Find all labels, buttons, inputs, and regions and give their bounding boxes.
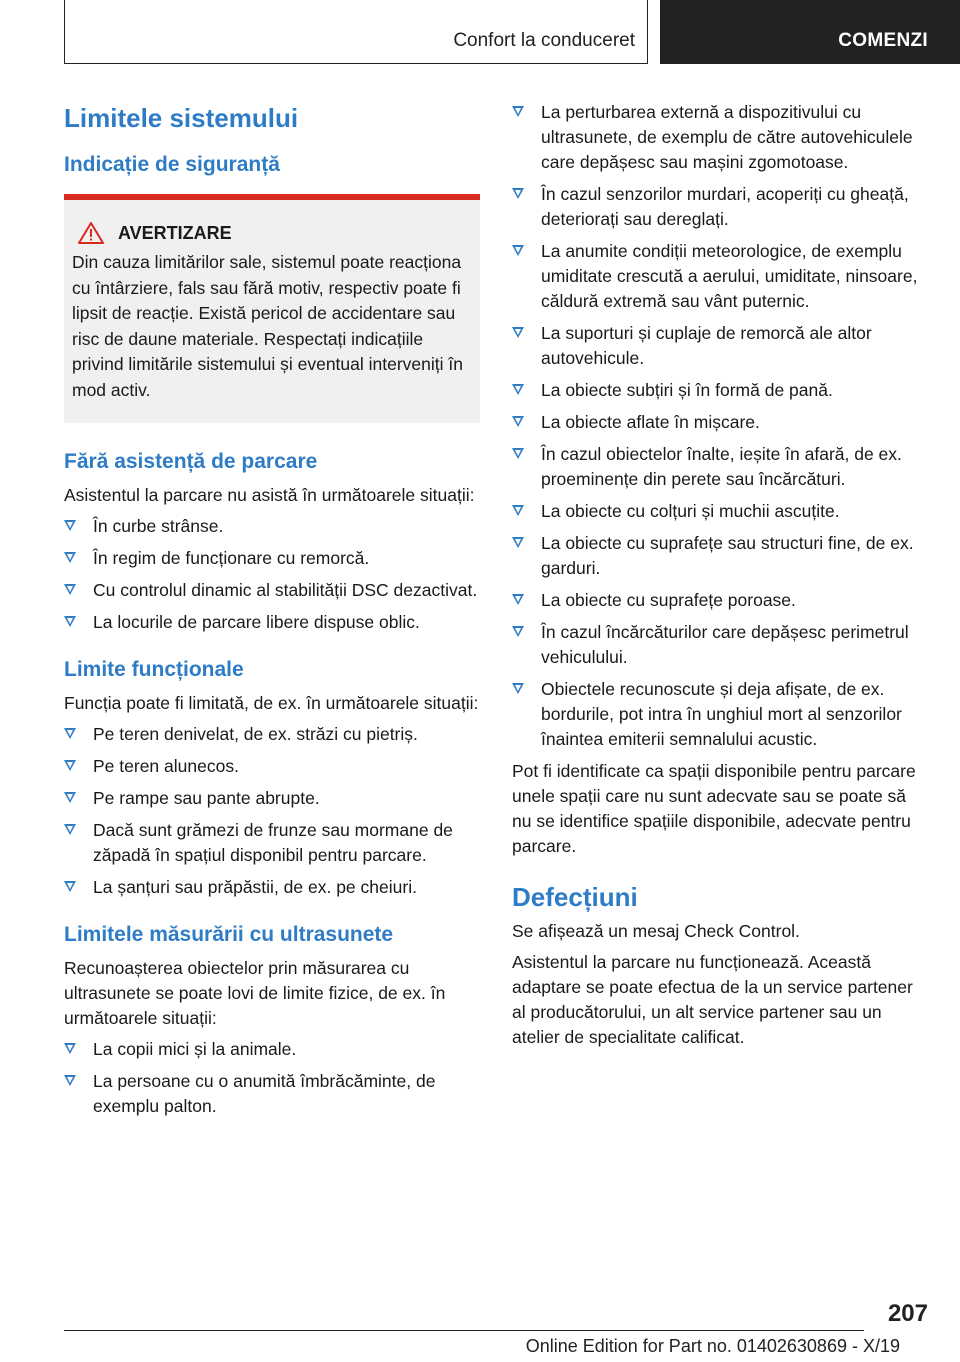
ultrasound-list [64, 1037, 480, 1119]
list-item: Dacă sunt grămezi de frunze sau mormane de zăpadă în spațiul disponibil pentru parcare. [64, 818, 480, 868]
list-item: În curbe strânse. [64, 514, 480, 539]
list-item: În cazul încărcăturilor care depășesc perimetrul vehiculului. [512, 620, 928, 670]
list-item: Pe teren denivelat, de ex. străzi cu pietriș. [64, 722, 480, 747]
no-assist-list [64, 514, 480, 635]
bullet-triangle-icon [512, 683, 524, 694]
list-item: În cazul senzorilor murdari, acoperiți cu gheață, deteriorați sau dereglați. [512, 182, 928, 232]
header-chapter-label: COMENZI [838, 30, 928, 51]
func-limits-intro: Funcția poate fi limitată, de ex. în următoarele situații: [64, 693, 479, 713]
list-item: La obiecte cu suprafețe poroase. [512, 588, 928, 613]
footer-edition: Online Edition for Part no. 01402630869 - X/19 [525, 1336, 900, 1356]
list-item: La persoane cu o anumită îmbrăcăminte, de exemplu palton. [64, 1069, 480, 1119]
list-item: La locurile de parcare libere dispuse oblic. [64, 610, 480, 635]
bullet-triangle-icon [512, 245, 524, 256]
bullet-triangle-icon [512, 327, 524, 338]
warning-label: AVERTIZARE [118, 222, 232, 243]
no-assist-intro: Asistentul la parcare nu asistă în următoarele situații: [64, 485, 475, 505]
list-item: Obiectele recunoscute și deja afișate, de ex. bordurile, pot intra în unghiul mort al senzorilor înaintea emiterii semnalului acustic. [512, 677, 928, 752]
list-item: La anumite condiții meteorologice, de exemplu umiditate crescută a aerului, umiditate, ninsoare, căldură extremă sau vânt puternic. [512, 239, 928, 314]
bullet-triangle-icon [64, 520, 76, 531]
bullet-triangle-icon [512, 384, 524, 395]
bullet-triangle-icon [512, 448, 524, 459]
bullet-triangle-icon [64, 760, 76, 771]
list-item: La suporturi și cuplaje de remorcă ale altor autovehicule. [512, 321, 928, 371]
bullet-triangle-icon [64, 792, 76, 803]
list-item: Cu controlul dinamic al stabilității DSC dezactivat. [64, 578, 480, 603]
bullet-triangle-icon [64, 881, 76, 892]
warning-text: Din cauza limitărilor sale, sistemul poate reacționa cu întârziere, fals sau fără motiv, respectiv poate fi lipsit de reacție. Există pericol de accidentare sau risc de daune materiale. Respectați indicațiile privind limitările sistemului și eventual interveniți în mod activ. [72, 252, 463, 400]
defects-text-1: Se afișează un mesaj Check Control. [512, 921, 800, 941]
ultrasound-heading: Limitele măsurării cu ultrasunete [64, 923, 394, 946]
bullet-triangle-icon [64, 1075, 76, 1086]
bullet-triangle-icon [512, 416, 524, 427]
warning-box [64, 194, 480, 423]
list-item: La obiecte subțiri și în formă de pană. [512, 378, 928, 403]
safety-heading: Indicație de siguranță [64, 153, 280, 176]
list-item: La copii mici și la animale. [64, 1037, 480, 1062]
bullet-triangle-icon [512, 106, 524, 117]
bullet-triangle-icon [512, 188, 524, 199]
list-item: La obiecte aflate în mișcare. [512, 410, 928, 435]
right-column [512, 100, 928, 1056]
ultrasound-list-continued [512, 100, 928, 752]
defects-heading: Defecțiuni [512, 882, 638, 912]
func-limits-list [64, 722, 480, 900]
bullet-triangle-icon [512, 537, 524, 548]
list-item: Pe rampe sau pante abrupte. [64, 786, 480, 811]
parking-note: Pot fi identificate ca spații disponibile pentru parcare unele spații care nu sunt adecvate sau se poate să nu se identifice spațiile disponibile, adecvate pentru parcare. [512, 761, 916, 856]
list-item: Pe teren alunecos. [64, 754, 480, 779]
bullet-triangle-icon [512, 594, 524, 605]
left-column [64, 100, 480, 1126]
defects-text-2: Asistentul la parcare nu funcționează. Această adaptare se poate efectua de la un service partener al producătorului, un alt service partener sau un atelier de specialitate calificat. [512, 952, 913, 1047]
bullet-triangle-icon [512, 626, 524, 637]
list-item: La șanțuri sau prăpăstii, de ex. pe cheiuri. [64, 875, 480, 900]
bullet-triangle-icon [512, 505, 524, 516]
list-item: În regim de funcționare cu remorcă. [64, 546, 480, 571]
header-chapter-tab [660, 0, 960, 64]
bullet-triangle-icon [64, 824, 76, 835]
page-number: 207 [887, 1300, 928, 1327]
bullet-triangle-icon [64, 1043, 76, 1054]
ultrasound-intro: Recunoașterea obiectelor prin măsurarea cu ultrasunete se poate lovi de limite fizice, de ex. în următoarele situații: [64, 958, 446, 1028]
bullet-triangle-icon [64, 584, 76, 595]
footer-divider [64, 1330, 864, 1331]
warning-title [78, 222, 472, 244]
list-item: La perturbarea externă a dispozitivului cu ultrasunete, de exemplu de către autovehiculele care depășesc sau mașini zgomotoase. [512, 100, 928, 175]
list-item: În cazul obiectelor înalte, ieșite în afară, de ex. proeminențe din perete sau încărcături. [512, 442, 928, 492]
bullet-triangle-icon [64, 616, 76, 627]
bullet-triangle-icon [64, 728, 76, 739]
warning-triangle-icon [78, 222, 104, 244]
no-assist-heading: Fără asistență de parcare [64, 450, 318, 473]
bullet-triangle-icon [64, 552, 76, 563]
list-item: La obiecte cu suprafețe sau structuri fine, de ex. garduri. [512, 531, 928, 581]
list-item: La obiecte cu colțuri și muchii ascuțite. [512, 499, 928, 524]
page-title: Limitele sistemului [64, 103, 299, 133]
header-section-tab [64, 0, 648, 64]
header-section-label: Confort la conduceret [453, 30, 635, 51]
func-limits-heading: Limite funcționale [64, 658, 244, 681]
